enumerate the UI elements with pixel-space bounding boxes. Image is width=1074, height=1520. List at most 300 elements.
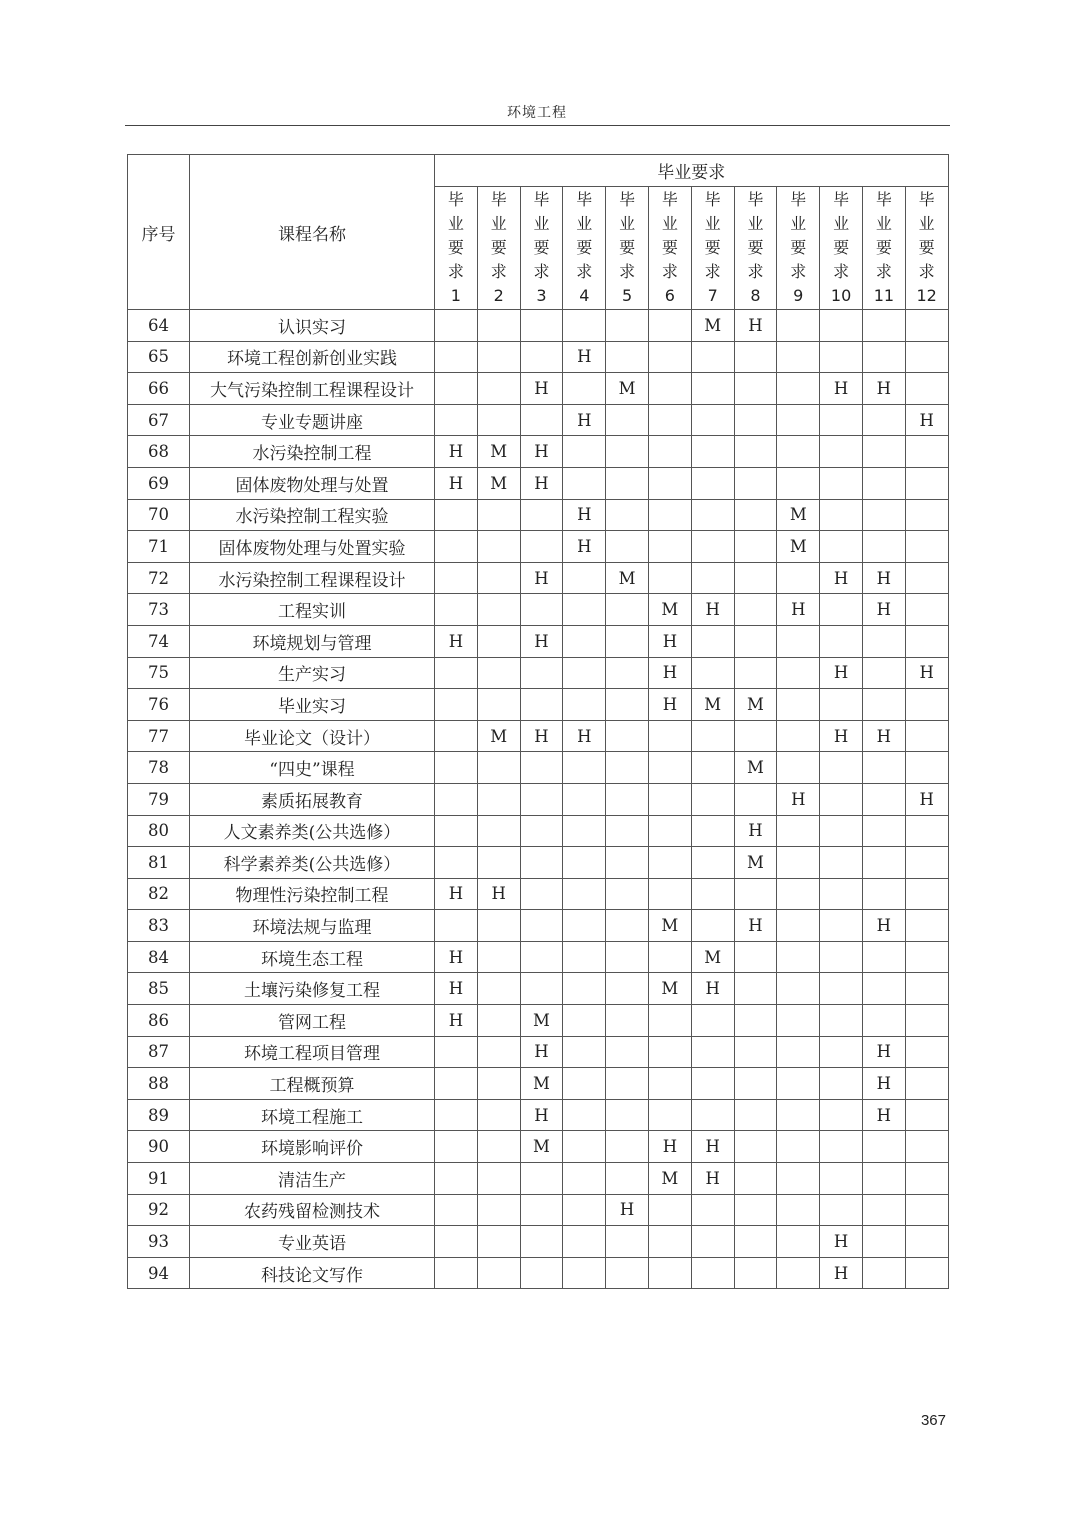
requirement-cell-11 [862, 783, 905, 815]
header-char: 要 [661, 238, 678, 257]
row-course-name: 环境工程项目管理 [190, 1036, 435, 1068]
row-serial-no: 72 [128, 562, 190, 594]
requirement-cell-11: H [862, 720, 905, 752]
requirement-cell-9 [777, 1194, 820, 1226]
requirement-cell-7 [691, 562, 734, 594]
requirement-cell-8 [734, 1005, 777, 1037]
row-serial-no: 73 [128, 594, 190, 626]
requirement-cell-3: H [520, 1036, 563, 1068]
requirement-cell-7 [691, 657, 734, 689]
requirement-cell-9: M [777, 531, 820, 563]
requirement-cell-2 [477, 531, 520, 563]
requirement-cell-2 [477, 752, 520, 784]
requirement-cell-3 [520, 878, 563, 910]
row-course-name: 清洁生产 [190, 1163, 435, 1195]
requirement-cell-1 [435, 910, 478, 942]
requirement-cell-9: H [777, 594, 820, 626]
table-row [128, 1068, 949, 1100]
requirement-cell-11 [862, 1163, 905, 1195]
requirement-cell-10 [820, 1194, 863, 1226]
header-char: 要 [875, 238, 892, 257]
requirement-cell-8: M [734, 847, 777, 879]
requirement-cell-5 [606, 1226, 649, 1258]
requirement-cell-6 [648, 847, 691, 879]
requirement-cell-5 [606, 1005, 649, 1037]
requirement-cell-4 [563, 847, 606, 879]
requirement-cell-3 [520, 341, 563, 373]
requirement-cell-10 [820, 1131, 863, 1163]
row-course-name: 环境工程施工 [190, 1099, 435, 1131]
table-row [128, 1036, 949, 1068]
requirement-cell-3 [520, 594, 563, 626]
requirement-cell-5 [606, 910, 649, 942]
header-requirement-3 [520, 187, 563, 310]
requirement-cell-12: H [905, 404, 948, 436]
table-row [128, 531, 949, 563]
requirement-cell-6 [648, 815, 691, 847]
row-course-name: 专业专题讲座 [190, 404, 435, 436]
table-row [128, 1226, 949, 1258]
requirement-cell-8 [734, 941, 777, 973]
requirement-cell-3 [520, 1163, 563, 1195]
requirement-cell-1 [435, 1099, 478, 1131]
requirement-cell-10: H [820, 720, 863, 752]
header-requirement-number: 6 [664, 286, 675, 305]
header-char: 求 [747, 262, 764, 281]
requirement-cell-8: H [734, 310, 777, 342]
requirement-cell-11: H [862, 910, 905, 942]
requirement-cell-4: H [563, 720, 606, 752]
requirement-cell-9 [777, 815, 820, 847]
requirement-cell-4 [563, 1257, 606, 1289]
requirement-cell-8 [734, 467, 777, 499]
requirement-cell-7 [691, 1099, 734, 1131]
requirement-cell-7 [691, 531, 734, 563]
requirement-cell-12 [905, 467, 948, 499]
header-char: 业 [790, 214, 807, 233]
requirement-cell-4 [563, 310, 606, 342]
requirement-cell-8 [734, 878, 777, 910]
requirement-cell-2 [477, 499, 520, 531]
header-requirement-10 [820, 187, 863, 310]
page-number: 367 [920, 1412, 946, 1429]
requirement-cell-6 [648, 467, 691, 499]
requirement-cell-1 [435, 783, 478, 815]
requirement-cell-2 [477, 973, 520, 1005]
requirement-cell-9: H [777, 783, 820, 815]
requirement-cell-10 [820, 1068, 863, 1100]
requirement-cell-7 [691, 1068, 734, 1100]
requirement-cell-2 [477, 1131, 520, 1163]
requirement-cell-7 [691, 878, 734, 910]
requirement-cell-11 [862, 467, 905, 499]
requirement-cell-2 [477, 373, 520, 405]
requirement-cell-4 [563, 1068, 606, 1100]
requirement-cell-7: H [691, 594, 734, 626]
table-row [128, 594, 949, 626]
requirement-cell-11 [862, 689, 905, 721]
requirement-cell-5 [606, 1257, 649, 1289]
requirement-cell-8 [734, 657, 777, 689]
header-requirement-8 [734, 187, 777, 310]
requirement-cell-12 [905, 847, 948, 879]
requirement-cell-3 [520, 310, 563, 342]
requirement-cell-11: H [862, 373, 905, 405]
requirement-cell-1: H [435, 973, 478, 1005]
running-header: 环境工程 [507, 105, 567, 121]
requirement-cell-3: M [520, 1131, 563, 1163]
table-row [128, 1194, 949, 1226]
requirement-cell-2 [477, 910, 520, 942]
requirement-cell-3 [520, 910, 563, 942]
header-char: 毕 [661, 190, 678, 209]
requirement-cell-4: H [563, 341, 606, 373]
requirement-cell-10: H [820, 373, 863, 405]
requirement-cell-12 [905, 594, 948, 626]
requirement-cell-4 [563, 815, 606, 847]
requirement-cell-1 [435, 752, 478, 784]
row-course-name: 环境法规与监理 [190, 910, 435, 942]
requirement-cell-11 [862, 341, 905, 373]
requirement-cell-1 [435, 341, 478, 373]
requirement-cell-12 [905, 1036, 948, 1068]
requirement-cell-1 [435, 531, 478, 563]
requirement-cell-6: M [648, 973, 691, 1005]
header-char: 求 [576, 262, 593, 281]
requirement-cell-6 [648, 941, 691, 973]
requirement-cell-5 [606, 1131, 649, 1163]
requirement-cell-3 [520, 531, 563, 563]
row-serial-no: 91 [128, 1163, 190, 1195]
requirement-cell-5 [606, 689, 649, 721]
requirement-cell-4 [563, 594, 606, 626]
requirement-cell-2 [477, 1163, 520, 1195]
header-char: 要 [704, 238, 721, 257]
requirement-cell-11 [862, 752, 905, 784]
requirement-cell-12: H [905, 657, 948, 689]
requirement-cell-6: M [648, 1163, 691, 1195]
row-serial-no: 66 [128, 373, 190, 405]
requirement-cell-9 [777, 941, 820, 973]
requirement-cell-2 [477, 689, 520, 721]
requirement-cell-9 [777, 847, 820, 879]
requirement-cell-8 [734, 1131, 777, 1163]
requirement-cell-6: H [648, 689, 691, 721]
header-requirement-9 [777, 187, 820, 310]
table-row [128, 625, 949, 657]
requirement-cell-7: H [691, 1163, 734, 1195]
table-row [128, 1257, 949, 1289]
row-course-name: 环境规划与管理 [190, 625, 435, 657]
requirement-cell-6 [648, 531, 691, 563]
header-requirement-4 [563, 187, 606, 310]
requirement-cell-4 [563, 783, 606, 815]
row-course-name: 土壤污染修复工程 [190, 973, 435, 1005]
requirement-cell-11 [862, 436, 905, 468]
requirement-cell-7 [691, 1226, 734, 1258]
header-requirement-number: 1 [450, 286, 461, 305]
requirement-cell-1 [435, 562, 478, 594]
requirement-cell-5 [606, 1068, 649, 1100]
requirement-cell-3 [520, 499, 563, 531]
header-char: 业 [661, 214, 678, 233]
requirement-cell-2 [477, 1194, 520, 1226]
requirement-cell-8 [734, 1257, 777, 1289]
row-serial-no: 84 [128, 941, 190, 973]
requirement-cell-4 [563, 1163, 606, 1195]
requirement-cell-6 [648, 752, 691, 784]
requirement-cell-9 [777, 657, 820, 689]
requirement-cell-5 [606, 878, 649, 910]
header-char: 毕 [490, 190, 507, 209]
row-serial-no: 92 [128, 1194, 190, 1226]
requirement-cell-4: H [563, 499, 606, 531]
table-row [128, 499, 949, 531]
requirement-cell-12 [905, 910, 948, 942]
header-char: 毕 [747, 190, 764, 209]
requirement-cell-9 [777, 1005, 820, 1037]
row-serial-no: 85 [128, 973, 190, 1005]
requirement-cell-12 [905, 373, 948, 405]
requirement-cell-8 [734, 562, 777, 594]
header-char: 要 [533, 238, 550, 257]
requirement-cell-8 [734, 531, 777, 563]
requirement-cell-12 [905, 436, 948, 468]
row-serial-no: 75 [128, 657, 190, 689]
requirement-cell-3: M [520, 1068, 563, 1100]
requirement-cell-10 [820, 531, 863, 563]
table-row [128, 941, 949, 973]
requirement-cell-12 [905, 941, 948, 973]
requirement-cell-10 [820, 341, 863, 373]
requirement-cell-6 [648, 499, 691, 531]
requirement-cell-3: H [520, 720, 563, 752]
requirement-cell-1 [435, 657, 478, 689]
requirement-cell-3: H [520, 373, 563, 405]
requirement-cell-11 [862, 941, 905, 973]
requirement-cell-11 [862, 1131, 905, 1163]
requirement-cell-5: M [606, 373, 649, 405]
requirement-cell-8 [734, 1036, 777, 1068]
header-char: 要 [576, 238, 593, 257]
requirement-cell-4 [563, 373, 606, 405]
requirement-cell-5 [606, 941, 649, 973]
row-serial-no: 67 [128, 404, 190, 436]
requirement-cell-7 [691, 625, 734, 657]
row-course-name: 素质拓展教育 [190, 783, 435, 815]
header-char: 要 [619, 238, 636, 257]
requirement-cell-9 [777, 1036, 820, 1068]
row-serial-no: 86 [128, 1005, 190, 1037]
table-row [128, 657, 949, 689]
requirement-cell-9 [777, 625, 820, 657]
requirement-cell-8 [734, 404, 777, 436]
requirement-cell-6 [648, 1226, 691, 1258]
requirement-cell-2 [477, 1099, 520, 1131]
table-row [128, 973, 949, 1005]
requirement-cell-1 [435, 1226, 478, 1258]
requirement-cell-4 [563, 436, 606, 468]
requirement-cell-11: H [862, 1036, 905, 1068]
table-row [128, 720, 949, 752]
requirement-cell-11 [862, 531, 905, 563]
row-serial-no: 68 [128, 436, 190, 468]
requirement-cell-3 [520, 752, 563, 784]
requirement-cell-2 [477, 310, 520, 342]
table-row [128, 404, 949, 436]
row-course-name: 专业英语 [190, 1226, 435, 1258]
row-course-name: 毕业实习 [190, 689, 435, 721]
requirement-cell-5 [606, 720, 649, 752]
row-serial-no: 87 [128, 1036, 190, 1068]
requirement-cell-1 [435, 1163, 478, 1195]
table-row [128, 878, 949, 910]
requirement-cell-5 [606, 531, 649, 563]
requirement-cell-8 [734, 783, 777, 815]
requirement-cell-5 [606, 973, 649, 1005]
header-char: 求 [704, 262, 721, 281]
requirement-cell-3 [520, 1194, 563, 1226]
requirement-cell-6 [648, 720, 691, 752]
header-requirement-5 [606, 187, 649, 310]
header-char: 业 [747, 214, 764, 233]
header-requirement-number: 10 [830, 286, 852, 305]
row-serial-no: 83 [128, 910, 190, 942]
requirement-cell-5 [606, 499, 649, 531]
table-row [128, 847, 949, 879]
header-char: 求 [447, 262, 464, 281]
requirement-cell-7 [691, 1036, 734, 1068]
requirement-cell-2 [477, 941, 520, 973]
requirement-cell-9 [777, 1131, 820, 1163]
requirement-cell-7 [691, 499, 734, 531]
requirement-cell-3: M [520, 1005, 563, 1037]
requirement-cell-9 [777, 1068, 820, 1100]
requirement-cell-9 [777, 973, 820, 1005]
requirement-cell-12: H [905, 783, 948, 815]
row-serial-no: 70 [128, 499, 190, 531]
requirement-cell-7 [691, 815, 734, 847]
header-char: 要 [490, 238, 507, 257]
requirement-cell-4 [563, 1226, 606, 1258]
requirement-cell-11 [862, 310, 905, 342]
header-char: 业 [918, 214, 935, 233]
requirement-cell-12 [905, 878, 948, 910]
row-serial-no: 65 [128, 341, 190, 373]
requirement-cell-4 [563, 657, 606, 689]
header-char: 求 [918, 262, 935, 281]
requirement-cell-4: H [563, 531, 606, 563]
requirement-cell-11 [862, 625, 905, 657]
requirement-cell-7: M [691, 941, 734, 973]
requirement-cell-12 [905, 1257, 948, 1289]
table-row [128, 1099, 949, 1131]
requirement-cell-7 [691, 436, 734, 468]
requirement-cell-9 [777, 436, 820, 468]
requirement-cell-3: H [520, 1099, 563, 1131]
table-row [128, 910, 949, 942]
requirement-cell-9 [777, 878, 820, 910]
requirement-cell-8 [734, 1226, 777, 1258]
row-serial-no: 82 [128, 878, 190, 910]
requirement-cell-4 [563, 562, 606, 594]
header-char: 求 [875, 262, 892, 281]
requirement-cell-9 [777, 720, 820, 752]
requirement-cell-5 [606, 1099, 649, 1131]
requirement-cell-1 [435, 404, 478, 436]
requirement-cell-8 [734, 1099, 777, 1131]
requirement-cell-10 [820, 467, 863, 499]
table-row [128, 467, 949, 499]
requirement-cell-1: H [435, 1005, 478, 1037]
requirement-cell-12 [905, 720, 948, 752]
requirement-cell-8 [734, 436, 777, 468]
requirement-cell-4 [563, 1036, 606, 1068]
requirement-cell-3 [520, 941, 563, 973]
requirement-cell-11 [862, 657, 905, 689]
requirement-cell-2: M [477, 467, 520, 499]
requirement-cell-6 [648, 1257, 691, 1289]
row-course-name: 固体废物处理与处置 [190, 467, 435, 499]
requirement-cell-10 [820, 310, 863, 342]
header-char: 业 [533, 214, 550, 233]
table-row [128, 562, 949, 594]
requirement-cell-6: M [648, 910, 691, 942]
header-char: 求 [619, 262, 636, 281]
requirement-cell-12 [905, 1005, 948, 1037]
requirement-cell-8: H [734, 815, 777, 847]
requirement-cell-10 [820, 973, 863, 1005]
requirement-cell-5: M [606, 562, 649, 594]
requirement-cell-6: H [648, 657, 691, 689]
header-char: 求 [833, 262, 850, 281]
requirement-cell-2 [477, 1226, 520, 1258]
requirement-cell-3 [520, 1226, 563, 1258]
header-char: 业 [490, 214, 507, 233]
row-serial-no: 64 [128, 310, 190, 342]
header-requirement-number: 5 [621, 286, 633, 305]
requirement-cell-10 [820, 436, 863, 468]
requirement-cell-11 [862, 1194, 905, 1226]
requirement-cell-1: H [435, 436, 478, 468]
requirement-cell-8 [734, 1163, 777, 1195]
header-requirement-number: 7 [707, 286, 718, 305]
requirement-cell-3: H [520, 625, 563, 657]
requirement-cell-6 [648, 310, 691, 342]
requirement-cell-7 [691, 910, 734, 942]
requirement-cell-5 [606, 341, 649, 373]
requirement-cell-11 [862, 499, 905, 531]
header-requirement-6 [648, 187, 691, 310]
row-course-name: 毕业论文（设计） [190, 720, 435, 752]
requirement-cell-9 [777, 404, 820, 436]
row-course-name: 人文素养类(公共选修） [190, 815, 435, 847]
requirement-cell-9 [777, 310, 820, 342]
requirement-cell-4 [563, 625, 606, 657]
table-row [128, 310, 949, 342]
requirement-cell-7 [691, 783, 734, 815]
requirement-cell-10 [820, 752, 863, 784]
requirement-cell-5 [606, 467, 649, 499]
row-course-name: 科学素养类(公共选修） [190, 847, 435, 879]
row-course-name: 物理性污染控制工程 [190, 878, 435, 910]
requirement-cell-2 [477, 1005, 520, 1037]
requirement-cell-7 [691, 341, 734, 373]
table-row [128, 783, 949, 815]
requirement-cell-3: H [520, 436, 563, 468]
requirement-cell-11 [862, 1005, 905, 1037]
requirement-cell-11: H [862, 562, 905, 594]
